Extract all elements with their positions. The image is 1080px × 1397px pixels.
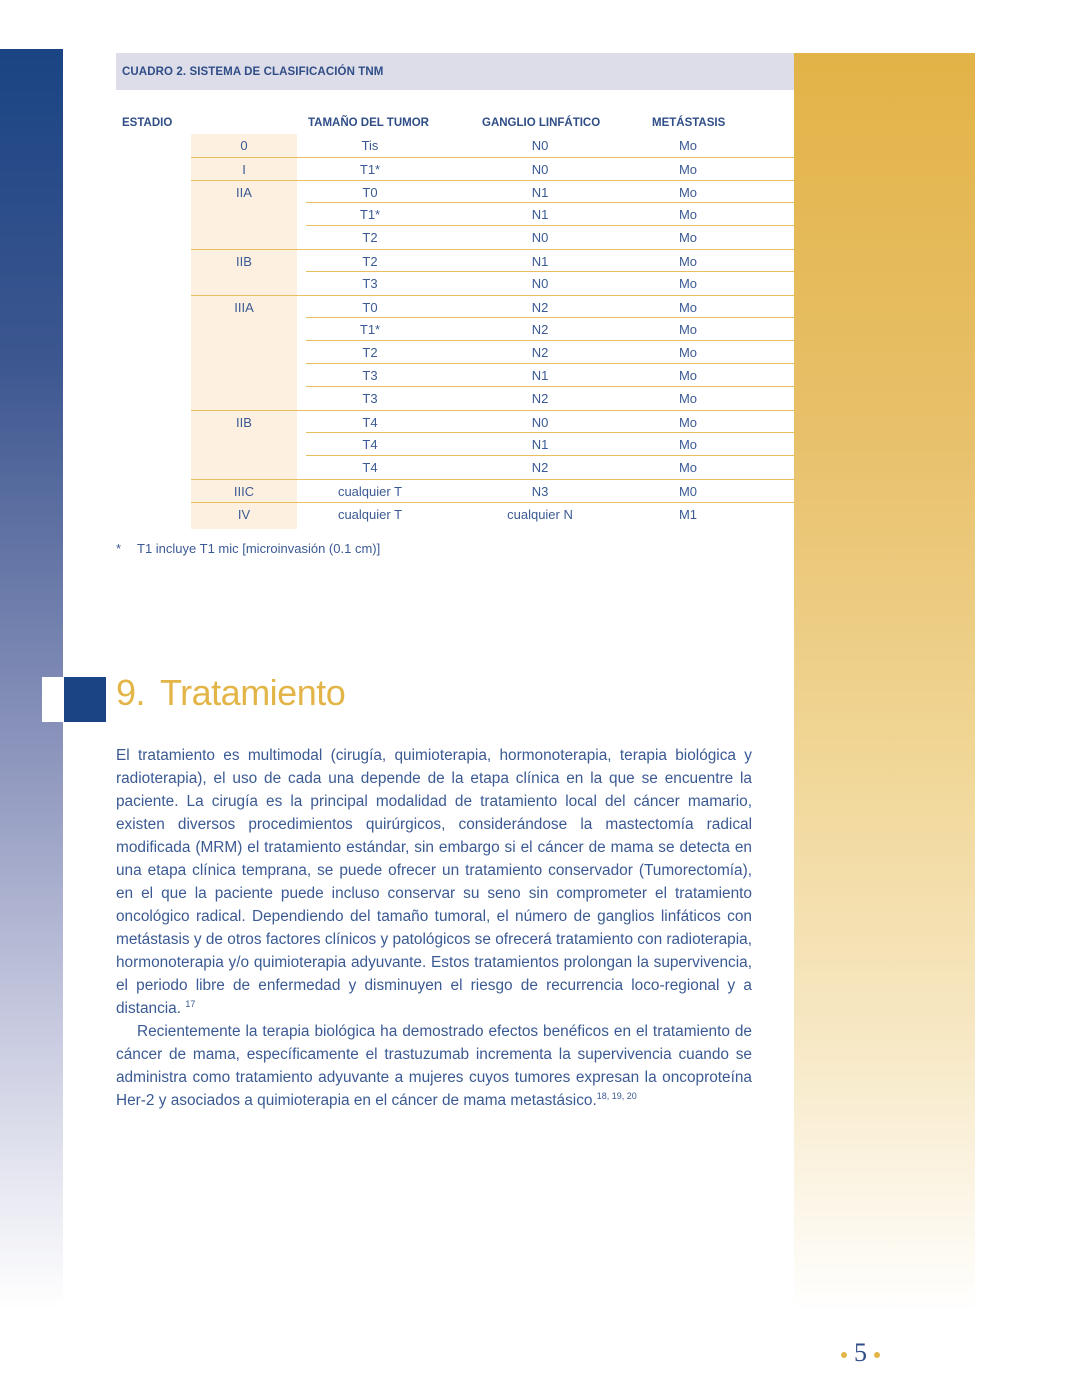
paragraph-1-text: El tratamiento es multimodal (cirugía, quimioterapia, hormonoterapia, terapia biológica y radioterapia), el uso de cada una depende de la etapa clínica en la que se encuentre la paciente. La cirugía es la principal modalidad de tratamiento local del cáncer mamario, existen diversos procedimientos quirúrgicos, considerándose la mastectomía radical modificada (MRM) el tratamiento estándar, sin embargo si el cáncer de mama se detecta en una etapa clínica temprana, se puede ofrecer un tratamiento conservador (Tumorectomía), en el que la paciente puede incluso conservar su seno sin comprometer el tratamiento oncológico radical. Dependiendo del tamaño tumoral, el número de ganglios linfáticos con metástasis y de otros factores clínicos y patológicos se ofrecerá tratamiento con radioterapia, hormonoterapia y/o quimioterapia adyuvante. Estos tratamientos prolongan la supervivencia, el periodo libre de enfermedad y disminuyen el riesgo de recurrencia loco-regional y a distancia. [116, 747, 752, 1017]
tumor-size-cell: T0 [362, 300, 378, 315]
lymph-node-cell: N1 [531, 254, 549, 269]
tumor-size-cell: T4 [362, 415, 378, 430]
lymph-node-cell: N0 [531, 138, 549, 153]
table-row [191, 479, 794, 503]
lymph-node-cell: N1 [531, 368, 549, 383]
paragraph-1 [116, 744, 752, 1020]
table-row [191, 157, 794, 181]
lymph-node-cell: N1 [531, 437, 549, 452]
section-number: 9. [116, 672, 146, 713]
section-body [116, 744, 752, 1112]
tumor-size-cell: T2 [362, 230, 378, 245]
lymph-node-cell: N3 [531, 484, 549, 499]
lymph-node-cell: N1 [531, 185, 549, 200]
tumor-size-cell: T1* [359, 162, 381, 177]
metastasis-cell: Mo [678, 254, 698, 269]
page-number [834, 1338, 887, 1368]
section-marker-blue [64, 677, 106, 722]
metastasis-cell: Mo [678, 391, 698, 406]
metastasis-cell: Mo [678, 322, 698, 337]
table-row [191, 249, 794, 273]
table-row [191, 295, 794, 319]
table-row [191, 364, 794, 387]
tumor-size-cell: cualquier T [337, 484, 403, 499]
table-row [191, 456, 794, 479]
table-row [191, 318, 794, 341]
stage-cell: IIA [236, 185, 252, 200]
paragraph-2 [116, 1020, 752, 1112]
right-decorative-band [794, 53, 975, 1313]
metastasis-cell: Mo [678, 162, 698, 177]
lymph-node-cell: cualquier N [507, 507, 573, 522]
metastasis-cell: Mo [678, 185, 698, 200]
tumor-size-cell: T3 [362, 368, 378, 383]
header-tumor-size: TAMAÑO DEL TUMOR [308, 117, 429, 129]
lymph-node-cell: N2 [531, 345, 549, 360]
metastasis-cell: Mo [678, 207, 698, 222]
bullet-dot-right [874, 1352, 880, 1358]
tumor-size-cell: T1* [359, 322, 381, 337]
metastasis-cell: Mo [678, 300, 698, 315]
section-title: Tratamiento [160, 672, 346, 713]
tumor-size-cell: T3 [362, 276, 378, 291]
metastasis-cell: Mo [678, 415, 698, 430]
table-row [191, 134, 794, 157]
table-row [191, 272, 794, 295]
stage-cell: IIIC [233, 484, 255, 499]
table-row [191, 387, 794, 410]
table-row [191, 180, 794, 204]
tumor-size-cell: T1* [359, 207, 381, 222]
metastasis-cell: Mo [678, 345, 698, 360]
bullet-dot-left [841, 1352, 847, 1358]
lymph-node-cell: N0 [531, 276, 549, 291]
stage-cell: I [242, 162, 246, 177]
metastasis-cell: M0 [678, 484, 698, 499]
lymph-node-cell: N2 [531, 300, 549, 315]
stage-cell: IV [237, 507, 251, 522]
tumor-size-cell: T3 [362, 391, 378, 406]
footnote-text: T1 incluye T1 mic [microinvasión (0.1 cm)] [137, 541, 381, 556]
paragraph-2-reference: 18, 19, 20 [596, 1091, 637, 1101]
section-marker-white [42, 677, 64, 722]
stage-cell: IIIA [234, 300, 254, 315]
table-row [191, 433, 794, 456]
lymph-node-cell: N0 [531, 415, 549, 430]
footnote-mark: * [116, 541, 122, 556]
tumor-size-cell: T4 [362, 460, 378, 475]
table-row [191, 502, 794, 526]
table-row [191, 203, 794, 226]
metastasis-cell: Mo [678, 230, 698, 245]
metastasis-cell: Mo [678, 460, 698, 475]
tumor-size-cell: T2 [362, 345, 378, 360]
metastasis-cell: M1 [678, 507, 698, 522]
table-title: CUADRO 2. SISTEMA DE CLASIFICACIÓN TNM [122, 66, 384, 78]
lymph-node-cell: N0 [531, 162, 549, 177]
lymph-node-cell: N2 [531, 460, 549, 475]
tumor-size-cell: Tis [361, 138, 379, 153]
stage-cell: IIB [236, 415, 252, 430]
lymph-node-cell: N0 [531, 230, 549, 245]
tumor-size-cell: T0 [362, 185, 378, 200]
table-row [191, 226, 794, 249]
header-lymph-node: GANGLIO LINFÁTICO [482, 117, 601, 129]
paragraph-1-reference: 17 [185, 999, 196, 1009]
stage-cell: IIB [236, 254, 252, 269]
stage-cell: 0 [240, 138, 248, 153]
metastasis-cell: Mo [678, 276, 698, 291]
metastasis-cell: Mo [678, 437, 698, 452]
metastasis-cell: Mo [678, 138, 698, 153]
page-number-text: 5 [854, 1338, 867, 1367]
section-heading [116, 672, 345, 714]
tumor-size-cell: T2 [362, 254, 378, 269]
table-row [191, 410, 794, 434]
tumor-size-cell: cualquier T [337, 507, 403, 522]
metastasis-cell: Mo [678, 368, 698, 383]
lymph-node-cell: N2 [531, 322, 549, 337]
table-row [191, 341, 794, 364]
header-metastasis: METÁSTASIS [652, 117, 726, 129]
header-stage: ESTADIO [122, 117, 173, 129]
lymph-node-cell: N2 [531, 391, 549, 406]
table-footnote [116, 541, 380, 556]
lymph-node-cell: N1 [531, 207, 549, 222]
tumor-size-cell: T4 [362, 437, 378, 452]
paragraph-2-text: Recientemente la terapia biológica ha demostrado efectos benéficos en el tratamiento de cáncer de mama, específicamente el trastuzumab incrementa la supervivencia cuando se administra como tratamiento adyuvante a mujeres cuyos tumores expresan la oncoproteína Her-2 y asociados a quimioterapia en el cáncer de mama metastásico. [116, 1023, 752, 1109]
